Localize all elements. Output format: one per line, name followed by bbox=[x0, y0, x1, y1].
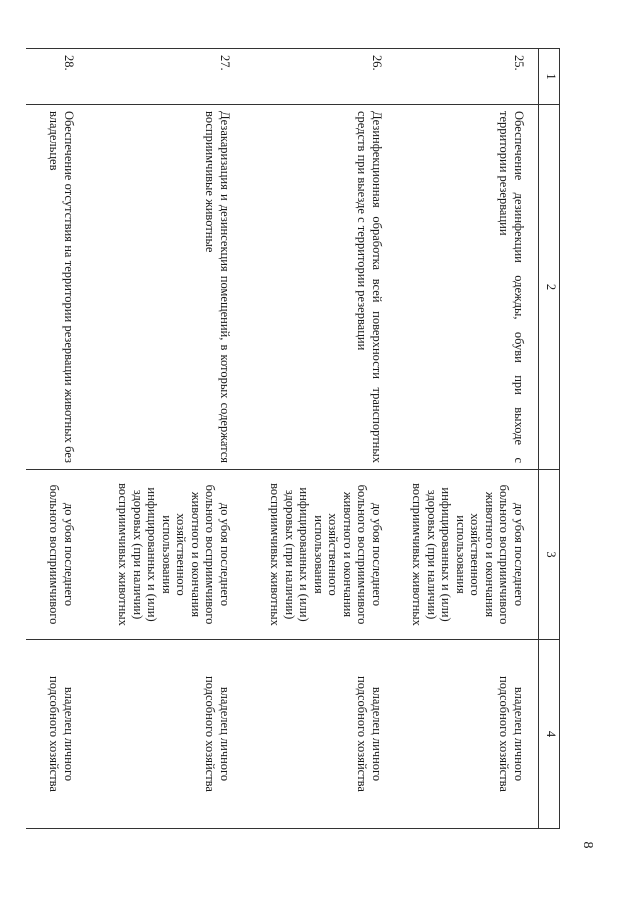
term-line: животного и окончания bbox=[341, 491, 355, 618]
term-line: больного восприимчивого bbox=[497, 484, 512, 625]
measure-text: Дезинфекционная обработка всей поверхности транспортных средств при выезде с территории резервации bbox=[244, 105, 396, 470]
rotated-table-container bbox=[40, 48, 560, 828]
responsible-cell bbox=[244, 640, 396, 829]
term-line: больного восприимчивого bbox=[203, 484, 218, 625]
table-row bbox=[244, 49, 396, 829]
term-line: здоровых (при наличии) bbox=[425, 489, 439, 620]
table-row bbox=[396, 49, 539, 829]
responsible-cell bbox=[396, 640, 539, 829]
table-header-row bbox=[539, 49, 560, 829]
term-line: до убоя последнего bbox=[62, 502, 76, 607]
term-line: до убоя последнего bbox=[218, 502, 232, 607]
term-line: животного и окончания bbox=[189, 491, 203, 618]
row-number: 25. bbox=[396, 49, 539, 105]
term-line: до убоя последнего bbox=[370, 502, 384, 607]
term-cell bbox=[88, 470, 244, 640]
term-line: инфицированных и (или) bbox=[145, 487, 160, 622]
row-number: 28. bbox=[26, 49, 88, 105]
responsible-line: владелец личного bbox=[370, 686, 384, 782]
responsible-cell bbox=[88, 640, 244, 829]
term-line: хозяйственного bbox=[326, 513, 341, 596]
page-number: 8 bbox=[580, 841, 595, 849]
term-line: животного и окончания bbox=[483, 491, 497, 618]
term-line: использования bbox=[312, 515, 326, 594]
measure-text: Обеспечение отсутствия на территории резервации животных без владельцев bbox=[26, 105, 88, 470]
term-line: хозяйственного bbox=[174, 513, 189, 596]
responsible-line: подсобного хозяйства bbox=[497, 676, 512, 792]
measures-table bbox=[26, 48, 560, 829]
term-line: инфицированных и (или) bbox=[297, 487, 312, 622]
term-line: восприимчивых животных bbox=[268, 483, 283, 626]
responsible-line: владелец личного bbox=[62, 686, 76, 782]
responsible-line: подсобного хозяйства bbox=[355, 676, 370, 792]
responsible-line: владелец личного bbox=[512, 686, 526, 782]
row-number: 26. bbox=[244, 49, 396, 105]
header-cell: 2 bbox=[539, 105, 560, 470]
term-line: хозяйственного bbox=[468, 513, 483, 596]
term-line: использования bbox=[454, 515, 468, 594]
responsible-line: подсобного хозяйства bbox=[203, 676, 218, 792]
header-cell: 4 bbox=[539, 640, 560, 829]
term-cell bbox=[244, 470, 396, 640]
table-row bbox=[26, 49, 88, 829]
term-line: больного восприимчивого bbox=[355, 484, 370, 625]
row-number: 27. bbox=[88, 49, 244, 105]
term-cell bbox=[26, 470, 88, 640]
term-cell bbox=[396, 470, 539, 640]
responsible-line: подсобного хозяйства bbox=[47, 676, 62, 792]
term-line: до убоя последнего bbox=[512, 502, 526, 607]
responsible-cell bbox=[26, 640, 88, 829]
measure-text: Дезакаризация и дезинсекция помещений, в которых содержатся восприимчивые животные bbox=[88, 105, 244, 470]
header-cell: 1 bbox=[539, 49, 560, 105]
term-line: больного восприимчивого bbox=[47, 484, 62, 625]
term-line: использования bbox=[160, 515, 174, 594]
term-line: здоровых (при наличии) bbox=[131, 489, 145, 620]
term-line: восприимчивых животных bbox=[410, 483, 425, 626]
term-line: инфицированных и (или) bbox=[439, 487, 454, 622]
responsible-line: владелец личного bbox=[218, 686, 232, 782]
term-line: восприимчивых животных bbox=[116, 483, 131, 626]
header-cell: 3 bbox=[539, 470, 560, 640]
measure-text: Обеспечение дезинфекции одежды, обуви при выходе с территории резервации bbox=[396, 105, 539, 470]
table-row bbox=[88, 49, 244, 829]
term-line: здоровых (при наличии) bbox=[283, 489, 297, 620]
